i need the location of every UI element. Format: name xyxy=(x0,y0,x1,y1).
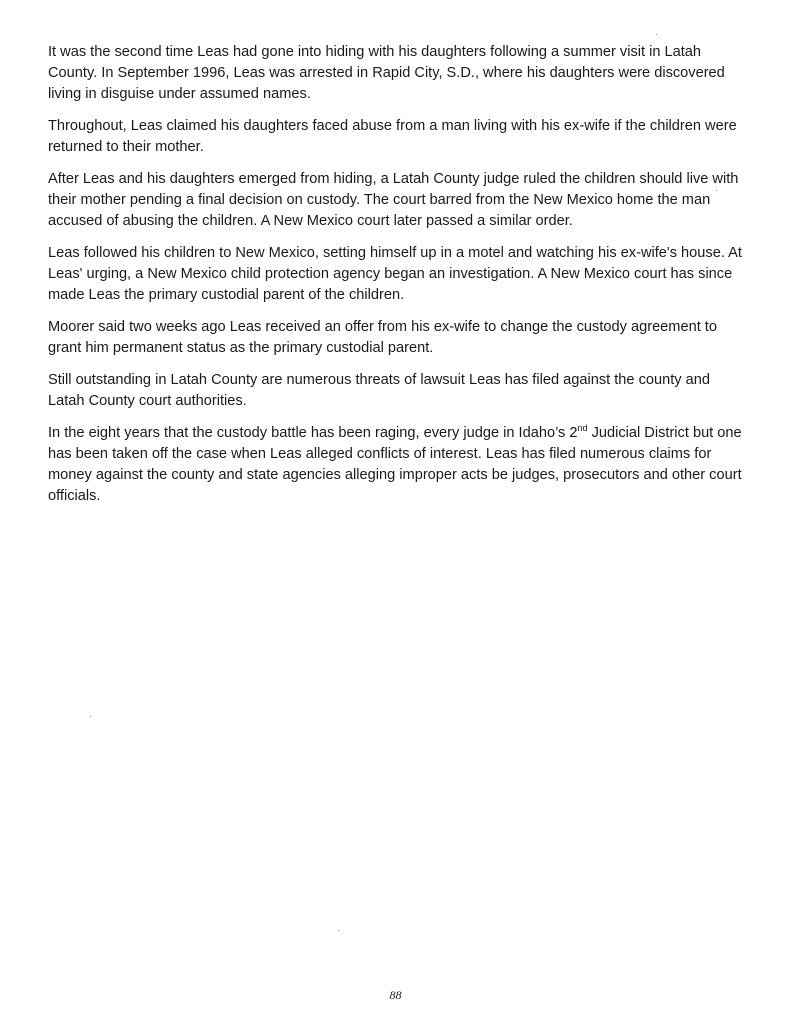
scan-speck xyxy=(716,190,717,191)
paragraph-judicial-district xyxy=(48,423,748,507)
ordinal-superscript: nd xyxy=(577,423,588,434)
paragraph-new-mexico: Leas followed his children to New Mexico, setting himself up in a motel and watching his ex-wife's house. At Leas' urging, a New Mexico child protection agency began an investigation. A New Mexico court has since made Leas the primary custodial parent of the children. xyxy=(48,245,742,303)
scan-speck xyxy=(656,34,657,35)
paragraph-abuse-claim: Throughout, Leas claimed his daughters faced abuse from a man living with his ex-wife if the children were returned to their mother. xyxy=(48,118,737,155)
page-number: 88 xyxy=(389,988,402,1002)
paragraph-lawsuit-threats: Still outstanding in Latah County are numerous threats of lawsuit Leas has filed against the county and Latah County court authorities. xyxy=(48,372,710,409)
paragraph-text-end: Judicial District but one has been taken off the case when Leas alleged conflicts of interest. Leas has filed numerous claims for money against the county and state agencies alleging improper acts be judges, prosecutors and other court officials. xyxy=(48,425,742,504)
scan-speck xyxy=(90,716,91,717)
scan-speck xyxy=(338,930,339,931)
paragraph-text-start: In the eight years that the custody battle has been raging, every judge in Idaho’s 2 xyxy=(48,425,578,441)
paragraph-hiding-arrest: It was the second time Leas had gone into hiding with his daughters following a summer visit in Latah County. In September 1996, Leas was arrested in Rapid City, S.D., where his daughters were discovered living in disguise under assumed names. xyxy=(48,44,725,102)
paragraph-custody-ruling: After Leas and his daughters emerged from hiding, a Latah County judge ruled the children should live with their mother pending a final decision on custody. The court barred from the New Mexico home the man accused of abusing the children. A New Mexico court later passed a similar order. xyxy=(48,171,739,229)
article-body xyxy=(48,42,748,518)
paragraph-custody-offer: Moorer said two weeks ago Leas received an offer from his ex-wife to change the custody agreement to grant him permanent status as the primary custodial parent. xyxy=(48,319,717,356)
